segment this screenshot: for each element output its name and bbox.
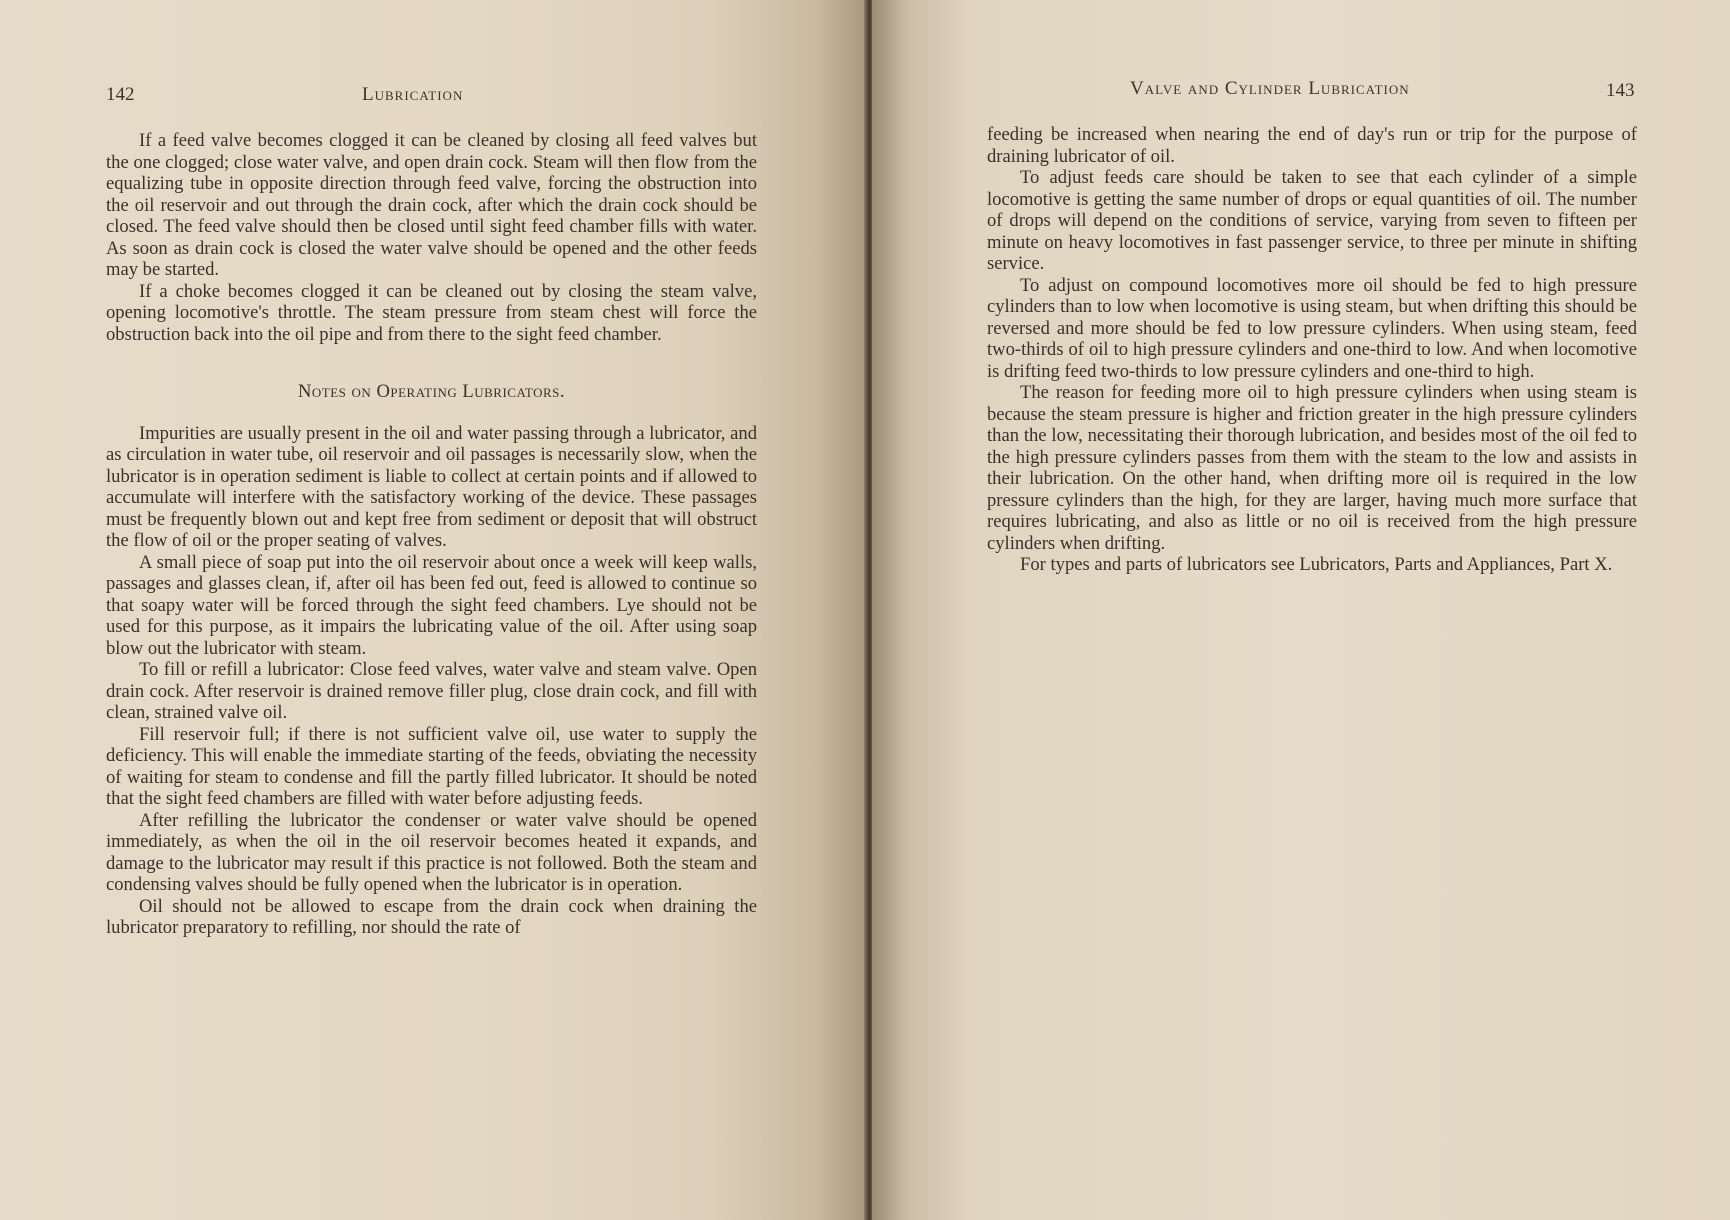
left-paragraph-6: Fill reservoir full; if there is not sufficient valve oil, use water to supply the deficiency. This will enable the immediate starting of the feeds, obviating the necessity of waiting for steam to condense and fill the partly filled lubricator. It should be noted that the sight feed chambers are filled with water before adjusting feeds. — [106, 723, 757, 809]
right-continuation: feeding be increased when nearing the end of day's run or trip for the purpose of draining lubricator of oil. — [987, 124, 1637, 167]
right-paragraph-1: To adjust feeds care should be taken to see that each cylinder of a simple locomotive is getting the same number of drops or equal quantities of oil. The number of drops will depend on the conditions of service, varying from seven to fifteen per minute on heavy locomotives in fast passenger service, to three per minute in shifting service. — [987, 167, 1637, 274]
left-running-head: Lubrication — [362, 84, 464, 105]
right-paragraph-4: For types and parts of lubricators see Lubricators, Parts and Appliances, Part X. — [1020, 554, 1613, 575]
left-paragraph-8: Oil should not be allowed to escape from the drain cock when draining the lubricator preparatory to refilling, nor should the rate of — [106, 895, 757, 938]
left-paragraph-4: A small piece of soap put into the oil reservoir about once a week will keep walls, passages and glasses clean, if, after oil has been fed out, feed is allowed to continue so that soapy water will be forced through the sight feed chambers. Lye should not be used for this purpose, as it impairs the lubricating value of the oil. After using soap blow out the lubricator with steam. — [106, 551, 757, 659]
left-paragraph-3: Impurities are usually present in the oil and water passing through a lubricator, and as circulation in water tube, oil reservoir and oil passages is necessarily slow, when the lubricator is in operation sediment is liable to collect at certain points and if allowed to accumulate will interfere with the satisfactory working of the device. These passages must be frequently blown out and kept free from sediment or deposit that will obstruct the flow of oil or the proper seating of valves. — [106, 422, 757, 551]
left-page-number: 142 — [106, 84, 135, 105]
left-text-block — [106, 130, 757, 939]
right-page — [872, 0, 1730, 1220]
left-paragraph-1: If a feed valve becomes clogged it can be cleaned by closing all feed valves but the one clogged; close water valve, and open drain cock. Steam will then flow from the equalizing tube in opposite direction through feed valve, forcing the obstruction into the oil reservoir and out through the drain cock, after which the drain cock should be closed. The feed valve should then be closed until sight feed chamber fills with water. As soon as drain cock is closed the water valve should be opened and the other feeds may be started. — [106, 130, 757, 280]
right-paragraph-3: The reason for feeding more oil to high pressure cylinders when using steam is because the steam pressure is higher and friction greater in the high pressure cylinders than the low, necessitating their thorough lubrication, and besides most of the oil fed to the high pressure cylinders passes from them with the steam to the low and assists in their lubrication. On the other hand, when drifting more oil is required in the low pressure cylinders than the high, for they are larger, having much more surface that requires lubricating, and also as little or no oil is received from the high pressure cylinders when drifting. — [987, 382, 1637, 554]
right-text-block — [987, 124, 1637, 576]
right-running-head: Valve and Cylinder Lubrication — [1130, 78, 1410, 99]
left-paragraph-2: If a choke becomes clogged it can be cleaned out by closing the steam valve, opening locomotive's throttle. The steam pressure from steam chest will force the obstruction back into the oil pipe and from there to the sight feed chamber. — [106, 280, 757, 345]
right-paragraph-2: To adjust on compound locomotives more oil should be fed to high pressure cylinders than to low when locomotive is using steam, but when drifting this should be reversed and more should be fed to low pressure cylinders. When using steam, feed two-thirds of oil to high pressure cylinders and one-third to low. And when locomotive is drifting feed two-thirds to low pressure cylinders and one-third to high. — [987, 274, 1637, 382]
left-paragraph-5: To fill or refill a lubricator: Close feed valves, water valve and steam valve. Open drain cock. After reservoir is drained remove filler plug, close drain cock, and fill with clean, strained valve oil. — [106, 659, 757, 723]
section-heading: Notes on Operating Lubricators. — [297, 381, 566, 402]
left-paragraph-7: After refilling the lubricator the condenser or water valve should be opened immediately, as when the oil in the oil reservoir becomes heated it expands, and damage to the lubricator may result if this practice is not followed. Both the steam and condensing valves should be fully opened when the lubricator is in operation. — [106, 809, 757, 895]
right-page-number: 143 — [1606, 80, 1635, 101]
